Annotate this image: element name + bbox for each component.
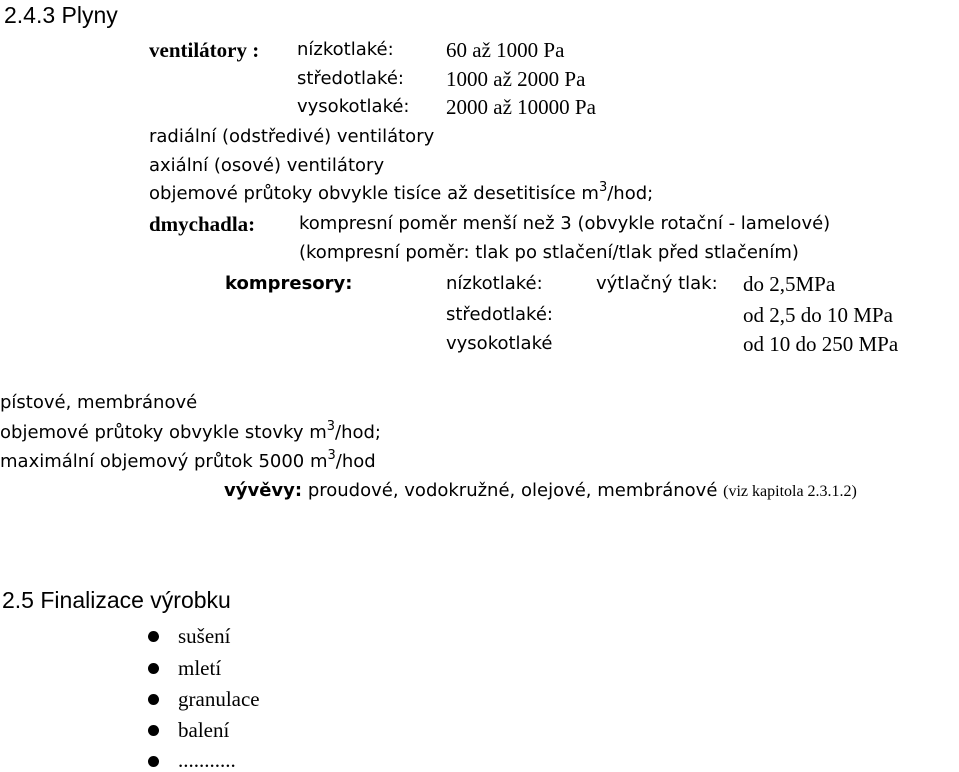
bullet-icon (148, 756, 159, 767)
list-item: granulace (178, 687, 260, 711)
blowers-line1: kompresní poměr menší než 3 (obvykle rotační - lamelové) (299, 213, 831, 234)
compressors-kind-mid: středotlaké: (446, 304, 553, 325)
blowers-line2: (kompresní poměr: tlak po stlačení/tlak před stlačením) (299, 242, 799, 263)
fans-kind-low: nízkotlaké: (297, 39, 394, 60)
compressors-value-mid: od 2,5 do 10 MPa (743, 303, 893, 327)
section-heading-gases: 2.4.3 Plyny (4, 2, 118, 28)
fans-kind-high: vysokotlaké: (297, 96, 410, 117)
vacuum-pumps: vývěvy: proudové, vodokružné, olejové, membránové (viz kapitola 2.3.1.2) (224, 480, 857, 501)
compressors-desc-low: výtlačný tlak: (596, 273, 718, 294)
fans-range-low: 60 až 1000 Pa (446, 38, 565, 62)
compressors-label: kompresory: (225, 273, 353, 294)
fans-range-mid: 1000 až 2000 Pa (446, 67, 586, 91)
list-item: mletí (178, 656, 222, 680)
fan-type-axial: axiální (osové) ventilátory (149, 155, 385, 176)
bullet-icon (148, 694, 159, 705)
compressor-max-flow: maximální objemový průtok 5000 $m^3$/hod (0, 448, 376, 472)
fans-kind-mid: středotlaké: (297, 68, 404, 89)
fans-label: ventilátory : (149, 38, 260, 62)
compressors-value-high: od 10 do 250 MPa (743, 332, 899, 356)
list-item: balení (178, 718, 230, 742)
list-item: sušení (178, 624, 231, 648)
compressors-kind-high: vysokotlaké (446, 333, 553, 354)
fan-flow: objemové průtoky obvykle tisíce až desetitisíce $m^3$/hod; (149, 180, 654, 204)
list-item: ........... (178, 748, 236, 772)
section-heading-finalization: 2.5 Finalizace výrobku (2, 587, 231, 613)
compressor-types: pístové, membránové (0, 392, 198, 413)
fans-range-high: 2000 až 10000 Pa (446, 95, 596, 119)
compressors-value-low: do 2,5MPa (743, 272, 836, 296)
bullet-icon (148, 663, 159, 674)
compressors-kind-low: nízkotlaké: (446, 273, 543, 294)
bullet-icon (148, 725, 159, 736)
blowers-label: dmychadla: (149, 212, 256, 236)
vacuum-note: (viz kapitola 2.3.1.2) (723, 483, 857, 500)
bullet-icon (148, 631, 159, 642)
fan-type-radial: radiální (odstředivé) ventilátory (149, 126, 435, 147)
compressor-flow: objemové průtoky obvykle stovky $m^3$/hod; (0, 419, 381, 443)
